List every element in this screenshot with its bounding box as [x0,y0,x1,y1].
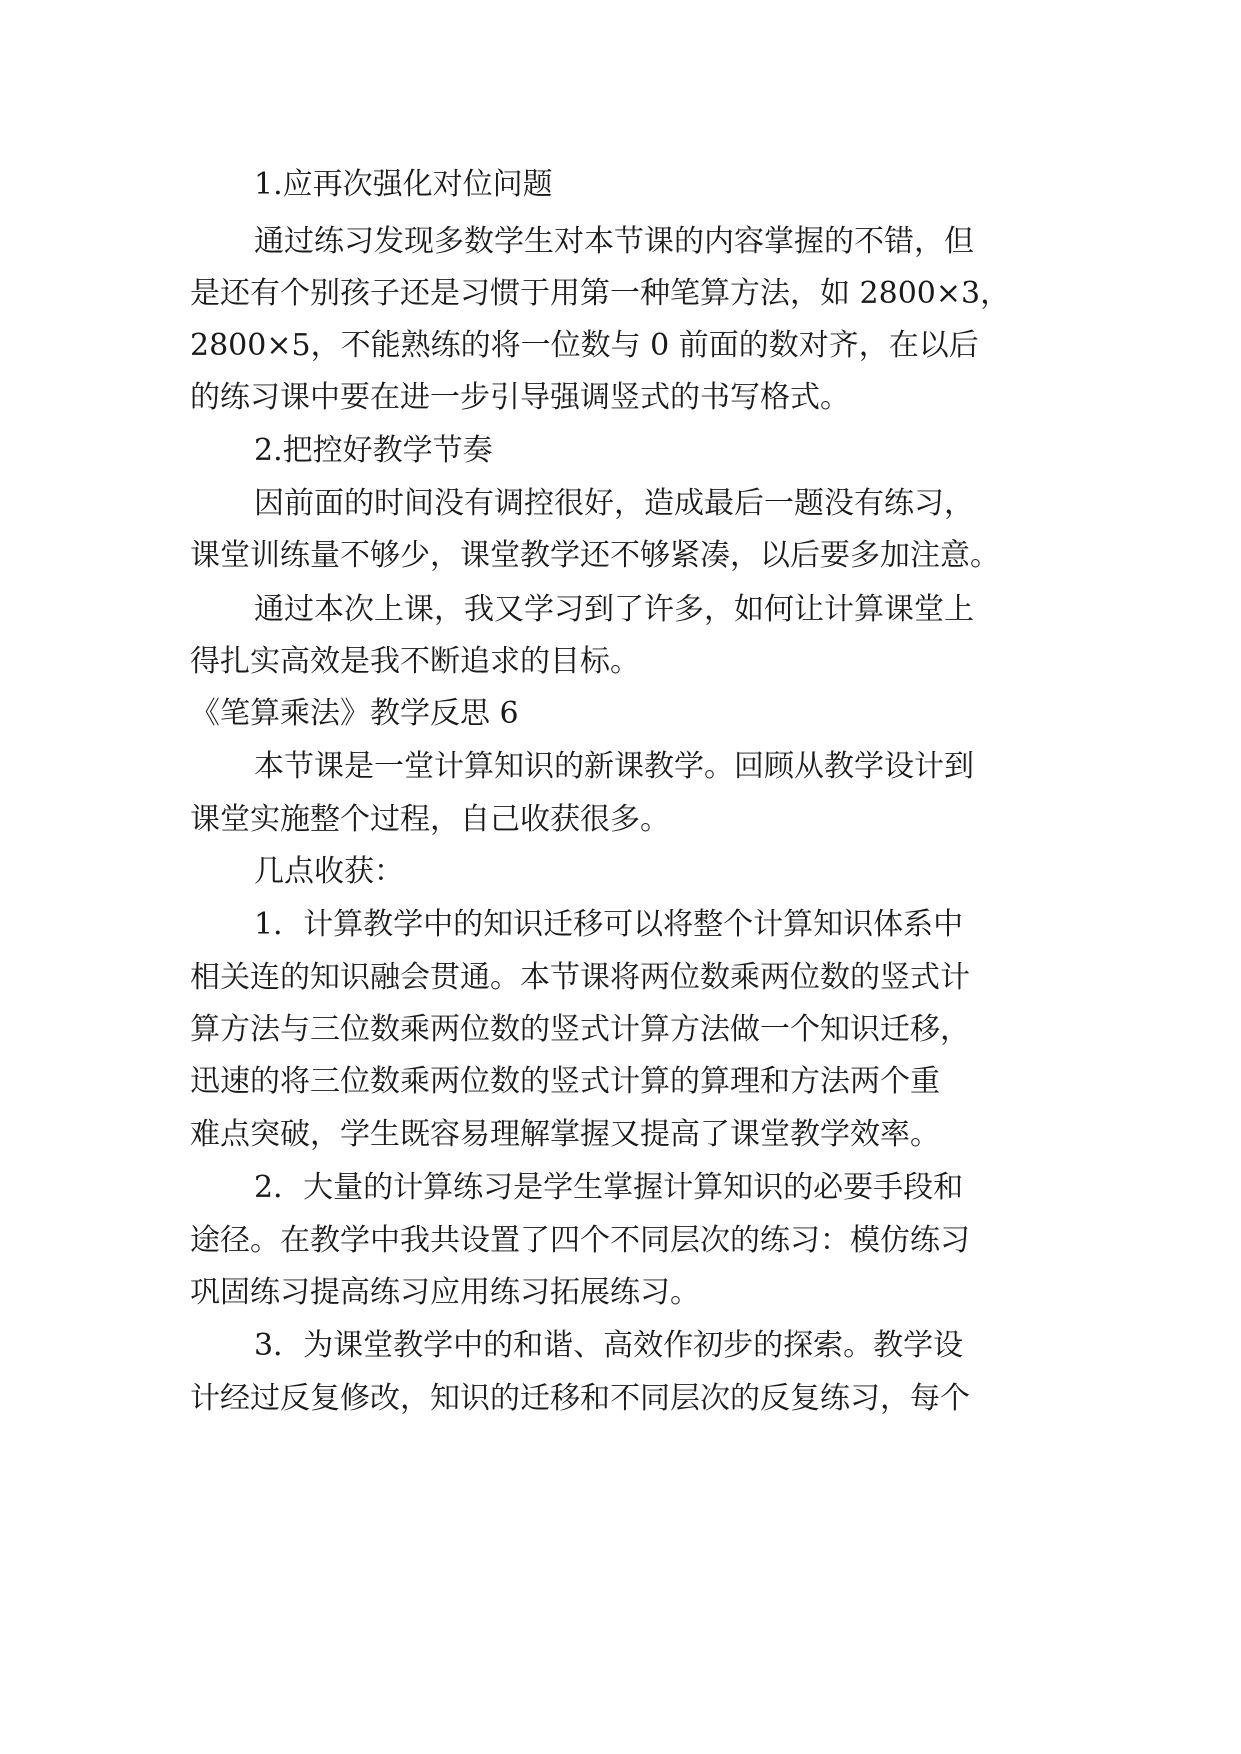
text-line: 的练习课中要在进一步引导强调竖式的书写格式。 [190,380,850,415]
text-line: 课堂实施整个过程，自己收获很多。 [190,802,670,837]
text-line: 是还有个别孩子还是习惯于用第一种笔算方法，如 2800×3， [190,276,1011,311]
text-line: 得扎实高效是我不断追求的目标。 [190,644,640,679]
text-line: 2．大量的计算练习是学生掌握计算知识的必要手段和 [254,1170,964,1205]
text-line: 几点收获： [254,854,404,889]
text-line: 本节课是一堂计算知识的新课教学。回顾从教学设计到 [254,749,974,784]
text-line: 途径。在教学中我共设置了四个不同层次的练习：模仿练习 [190,1223,970,1258]
text-line: 相关连的知识融会贯通。本节课将两位数乘两位数的竖式计 [190,960,970,995]
document-title: 《笔算乘法》教学反思 6 [190,696,519,731]
text-line: 计经过反复修改，知识的迁移和不同层次的反复练习，每个 [190,1381,970,1416]
section-heading: 1.应再次强化对位问题 [254,167,553,202]
text-line: 迅速的将三位数乘两位数的竖式计算的算理和方法两个重 [190,1064,940,1099]
text-line: 3．为课堂教学中的和谐、高效作初步的探索。教学设 [254,1328,964,1363]
text-line: 巩固练习提高练习应用练习拓展练习。 [190,1275,700,1310]
text-line: 通过本次上课，我又学习到了许多，如何让计算课堂上 [254,592,974,627]
text-line: 难点突破，学生既容易理解掌握又提高了课堂教学效率。 [190,1117,940,1152]
text-line: 通过练习发现多数学生对本节课的内容掌握的不错，但 [254,224,974,259]
text-line: 因前面的时间没有调控很好，造成最后一题没有练习， [254,486,974,521]
text-line: 课堂训练量不够少，课堂教学还不够紧凑，以后要多加注意。 [190,538,1000,573]
text-line: 算方法与三位数乘两位数的竖式计算方法做一个知识迁移， [190,1012,970,1047]
text-line: 2800×5，不能熟练的将一位数与 0 前面的数对齐，在以后 [190,328,979,363]
text-line: 1．计算教学中的知识迁移可以将整个计算知识体系中 [254,907,964,942]
section-heading: 2.把控好教学节奏 [254,433,493,468]
